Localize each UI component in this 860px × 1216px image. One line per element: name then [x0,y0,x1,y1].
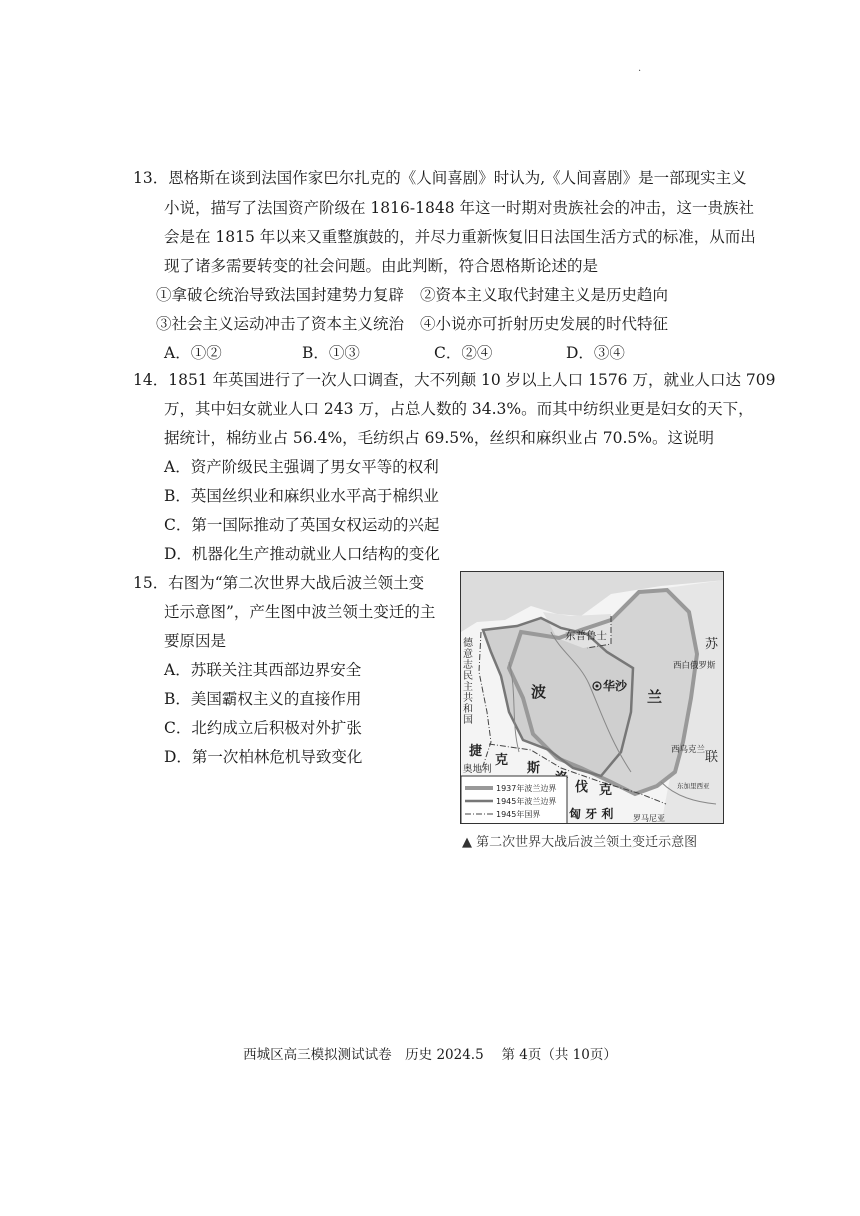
warsaw-label: 华沙 [603,679,628,693]
q15-stem-line-2: 迁示意图”，产生图中波兰领土变迁的主 [164,603,436,621]
su-label: 苏 [705,637,719,652]
east-prussia-label: 东普鲁士 [565,630,607,642]
svg-text:斯: 斯 [527,761,541,776]
austria-label: 奥地利 [463,764,492,775]
west-ukraine-label: 西乌克兰 [671,745,706,755]
q15-option-b[interactable]: B．美国霸权主义的直接作用 [164,690,362,708]
svg-text:志: 志 [463,660,473,671]
q13-option-b[interactable]: B．①③ [302,344,360,362]
svg-text:捷: 捷 [469,744,483,759]
svg-text:主: 主 [463,682,473,693]
svg-text:克: 克 [495,753,509,768]
svg-text:共: 共 [463,693,473,704]
q13-option-d[interactable]: D．③④ [566,344,625,362]
q13-stem-line-3: 会是在 1815 年以来又重整旗鼓的，并尽力重新恢复旧日法国生活方式的标准，从而出 [164,228,756,246]
q13-statement-2: ②资本主义取代封建主义是历史趋向 [420,286,669,304]
poland-border-map [460,571,724,824]
q13-stem-line-1: 13．恩格斯在谈到法国作家巴尔扎克的《人间喜剧》时认为,《人间喜剧》是一部现实主义 [133,169,747,187]
east-galicia-label: 东加里西亚 [677,782,710,790]
q15-stem-line-3: 要原因是 [164,632,227,650]
q14-stem-line-2: 万，其中妇女就业人口 243 万，占总人数的 34.3%。而其中纺织业更是妇女的天下， [164,400,754,418]
q14-stem-line-1: 14．1851 年英国进行了一次人口调查，大不列颠 10 岁以上人口 1576 万，就业人口达 709 [133,371,776,389]
gdr-label [463,636,474,726]
header-mark: · [638,66,642,77]
q15-option-d[interactable]: D．第一次柏林危机导致变化 [164,748,363,766]
west-belarus-label: 西白俄罗斯 [673,661,716,671]
legend-1945-state-label: 1945年国界 [496,810,541,819]
legend-1945-poland-label: 1945年波兰边界 [496,797,557,806]
map-svg [461,572,724,824]
lan-label: 兰 [647,688,663,706]
q13-stem-line-4: 现了诸多需要转变的社会问题。由此判断，符合恩格斯论述的是 [164,257,599,275]
svg-text:德: 德 [463,638,473,649]
map-caption: ▲ 第二次世界大战后波兰领土变迁示意图 [462,835,698,850]
legend-1937-label: 1937年波兰边界 [496,784,557,793]
q13-option-c[interactable]: C．②④ [434,344,493,362]
q13-statement-1: ①拿破仑统治导致法国封建势力复辟 [156,286,405,304]
bo-label: 波 [531,683,547,701]
svg-text:意: 意 [463,649,473,660]
q15-option-a[interactable]: A．苏联关注其西部边界安全 [164,661,362,679]
q13-stem-line-2: 小说，描写了法国资产阶级在 1816-1848 年这一时期对贵族社会的冲击，这一贵族社 [164,199,754,217]
q14-option-d[interactable]: D．机器化生产推动就业人口结构的变化 [164,545,440,563]
q13-option-a[interactable]: A．①② [164,344,222,362]
q14-option-b[interactable]: B．英国丝织业和麻织业水平高于棉织业 [164,487,439,505]
q13-statement-3: ③社会主义运动冲击了资本主义统治 [156,315,405,333]
q13-statement-4: ④小说亦可折射历史发展的时代特征 [420,315,669,333]
q14-option-a[interactable]: A．资产阶级民主强调了男女平等的权利 [164,458,439,476]
map-legend [461,776,567,824]
romania-label: 罗马尼亚 [633,814,665,823]
q14-option-c[interactable]: C．第一国际推动了英国女权运动的兴起 [164,516,440,534]
svg-text:国: 国 [463,715,473,726]
q15-stem-line-1: 15．右图为“第二次世界大战后波兰领土变 [133,574,425,592]
page-footer: 西城区高三模拟测试试卷 历史 2024.5 第 4页（共 10页） [243,1047,617,1063]
q15-option-c[interactable]: C．北约成立后积极对外扩张 [164,719,362,737]
lian-label: 联 [705,750,719,765]
q14-stem-line-3: 据统计，棉纺业占 56.4%，毛纺织占 69.5%，丝织和麻织业占 70.5%。这说明 [164,429,715,447]
svg-text:民: 民 [463,671,473,682]
svg-text:克: 克 [599,783,613,798]
svg-text:和: 和 [463,704,473,715]
svg-text:伐: 伐 [575,780,589,795]
hungary-label: 匈 牙 利 [569,807,614,821]
